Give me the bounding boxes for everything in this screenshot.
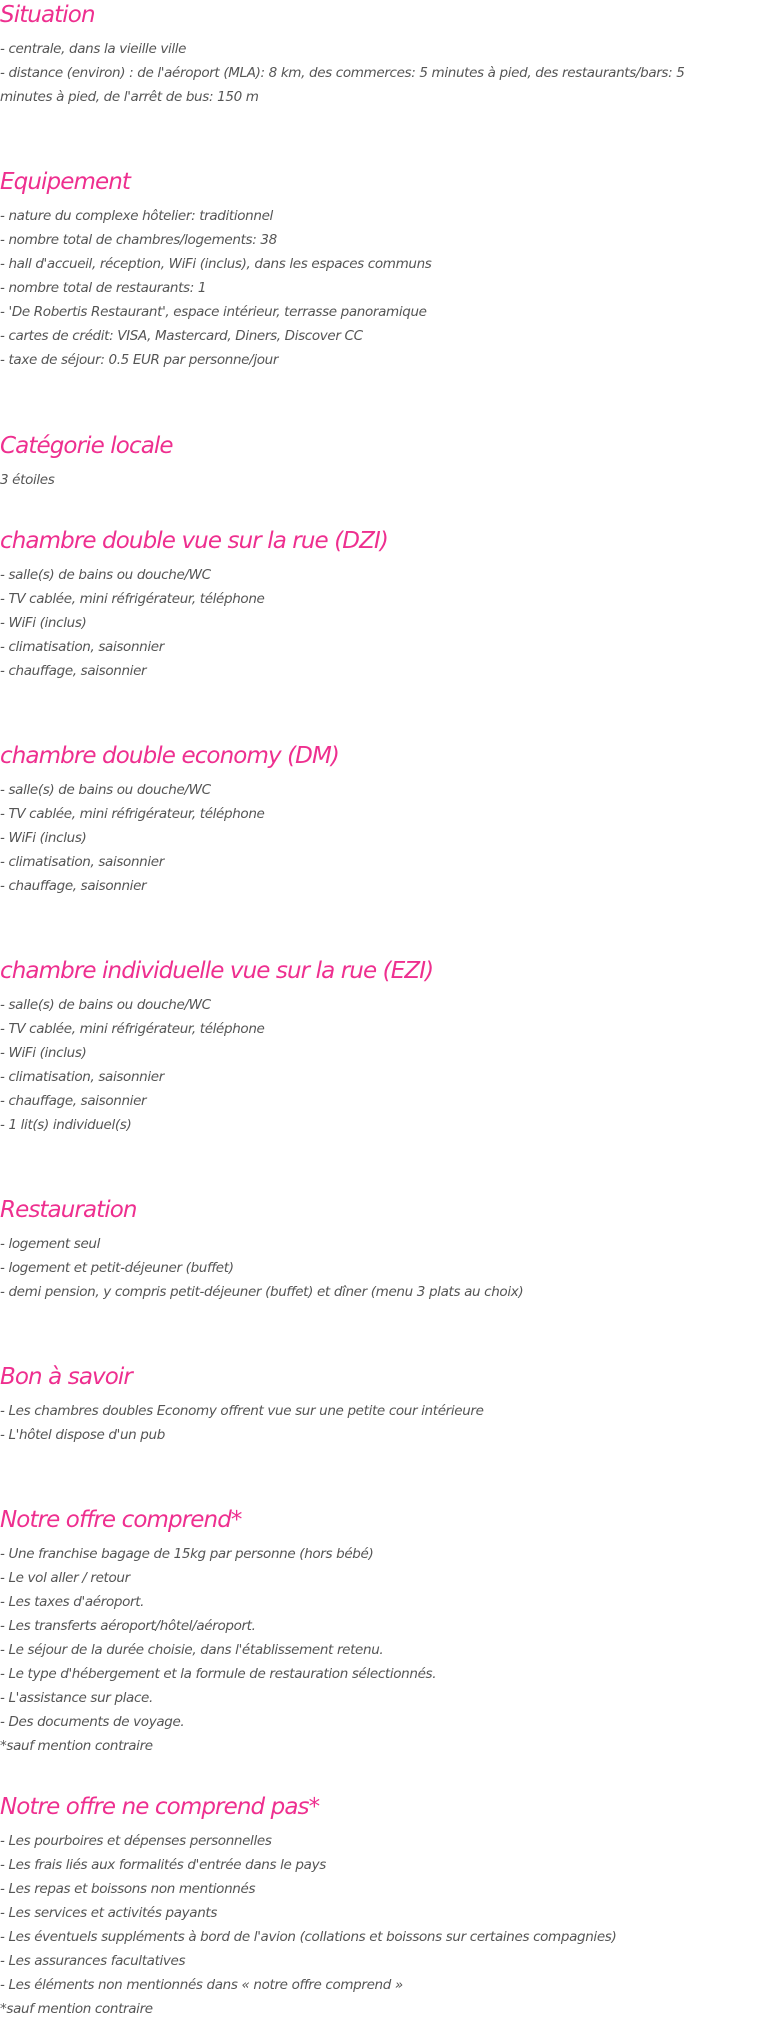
section-line: - distance (environ) : de l'aéroport (MLA): 8 km, des commerces: 5 minutes à pied, des restaurants/bars: 5 minutes à pied, de l'arrêt de bus: 150 m (0, 65, 685, 105)
section-offre-comprend (0, 1505, 758, 1758)
section-lines (0, 563, 758, 683)
section-line: - WiFi (inclus) (0, 830, 87, 846)
footnote: *sauf mention contraire (0, 2001, 153, 2017)
section-restauration (0, 1195, 758, 1304)
section-title: Notre offre ne comprend pas* (0, 1794, 320, 1820)
section-line: - Le type d'hébergement et la formule de restauration sélectionnés. (0, 1666, 437, 1682)
section-lines (0, 468, 758, 492)
section-title: Catégorie locale (0, 433, 173, 459)
section-line: - climatisation, saisonnier (0, 639, 164, 655)
section-line: - chauffage, saisonnier (0, 878, 147, 894)
section-categorie-locale (0, 431, 758, 492)
section-line: - climatisation, saisonnier (0, 854, 164, 870)
section-title: chambre double economy (DM) (0, 743, 339, 769)
section-line: - logement seul (0, 1236, 101, 1252)
section-lines (0, 37, 758, 109)
section-title: Notre offre comprend* (0, 1507, 242, 1533)
section-line: 3 étoiles (0, 472, 55, 488)
section-line: - taxe de séjour: 0.5 EUR par personne/jour (0, 352, 279, 368)
section-line: - Les frais liés aux formalités d'entrée dans le pays (0, 1857, 326, 1873)
section-line: - nombre total de chambres/logements: 38 (0, 232, 277, 248)
section-line: - Les assurances facultatives (0, 1953, 186, 1969)
section-line: - climatisation, saisonnier (0, 1069, 164, 1085)
section-line: - Les chambres doubles Economy offrent vue sur une petite cour intérieure (0, 1403, 484, 1419)
section-line: - demi pension, y compris petit-déjeuner (buffet) et dîner (menu 3 plats au choix) (0, 1284, 524, 1300)
section-line: - 1 lit(s) individuel(s) (0, 1117, 132, 1133)
section-line: - WiFi (inclus) (0, 615, 87, 631)
section-lines (0, 204, 758, 372)
section-line: - Le vol aller / retour (0, 1570, 130, 1586)
section-title: Equipement (0, 169, 130, 195)
section-lines (0, 1542, 758, 1758)
section-title: Bon à savoir (0, 1364, 132, 1390)
section-lines (0, 993, 758, 1137)
section-line: - chauffage, saisonnier (0, 663, 147, 679)
section-equipement (0, 167, 758, 372)
section-line: - Les pourboires et dépenses personnelles (0, 1833, 272, 1849)
section-lines (0, 1399, 758, 1447)
section-chambre-double-vue-rue (0, 526, 758, 683)
section-line: - 'De Robertis Restaurant', espace intérieur, terrasse panoramique (0, 304, 427, 320)
section-line: - cartes de crédit: VISA, Mastercard, Diners, Discover CC (0, 328, 363, 344)
footnote: *sauf mention contraire (0, 1738, 153, 1754)
section-line: - TV cablée, mini réfrigérateur, téléphone (0, 806, 265, 822)
section-line: - Le séjour de la durée choisie, dans l'établissement retenu. (0, 1642, 384, 1658)
section-line: - L'hôtel dispose d'un pub (0, 1427, 165, 1443)
section-line: - logement et petit-déjeuner (buffet) (0, 1260, 234, 1276)
section-line: - Les éventuels suppléments à bord de l'avion (collations et boissons sur certaines compagnies) (0, 1929, 617, 1945)
section-title: chambre individuelle vue sur la rue (EZI) (0, 958, 434, 984)
section-title: chambre double vue sur la rue (DZI) (0, 528, 388, 554)
section-lines (0, 1232, 758, 1304)
section-chambre-individuelle (0, 956, 758, 1137)
section-bon-a-savoir (0, 1362, 758, 1447)
section-line: - Des documents de voyage. (0, 1714, 185, 1730)
section-line: - Les éléments non mentionnés dans « notre offre comprend » (0, 1977, 403, 1993)
section-line: - Les services et activités payants (0, 1905, 218, 1921)
section-line: - TV cablée, mini réfrigérateur, téléphone (0, 591, 265, 607)
section-line: - TV cablée, mini réfrigérateur, téléphone (0, 1021, 265, 1037)
section-line: - nombre total de restaurants: 1 (0, 280, 207, 296)
section-line: - salle(s) de bains ou douche/WC (0, 782, 211, 798)
section-offre-ne-comprend-pas (0, 1792, 758, 2021)
section-line: - Une franchise bagage de 15kg par personne (hors bébé) (0, 1546, 374, 1562)
section-chambre-double-economy (0, 741, 758, 898)
section-line: - chauffage, saisonnier (0, 1093, 147, 1109)
section-title: Situation (0, 2, 95, 28)
section-line: - Les transferts aéroport/hôtel/aéroport. (0, 1618, 256, 1634)
section-line: - Les taxes d'aéroport. (0, 1594, 145, 1610)
section-situation (0, 0, 758, 109)
section-line: - salle(s) de bains ou douche/WC (0, 997, 211, 1013)
section-lines (0, 778, 758, 898)
section-line: - nature du complexe hôtelier: traditionnel (0, 208, 273, 224)
section-line: - WiFi (inclus) (0, 1045, 87, 1061)
section-line: - centrale, dans la vieille ville (0, 41, 187, 57)
section-line: - Les repas et boissons non mentionnés (0, 1881, 256, 1897)
section-lines (0, 1829, 758, 2021)
section-line: - L'assistance sur place. (0, 1690, 153, 1706)
section-line: - hall d'accueil, réception, WiFi (inclus), dans les espaces communs (0, 256, 432, 272)
section-title: Restauration (0, 1197, 137, 1223)
section-line: - salle(s) de bains ou douche/WC (0, 567, 211, 583)
